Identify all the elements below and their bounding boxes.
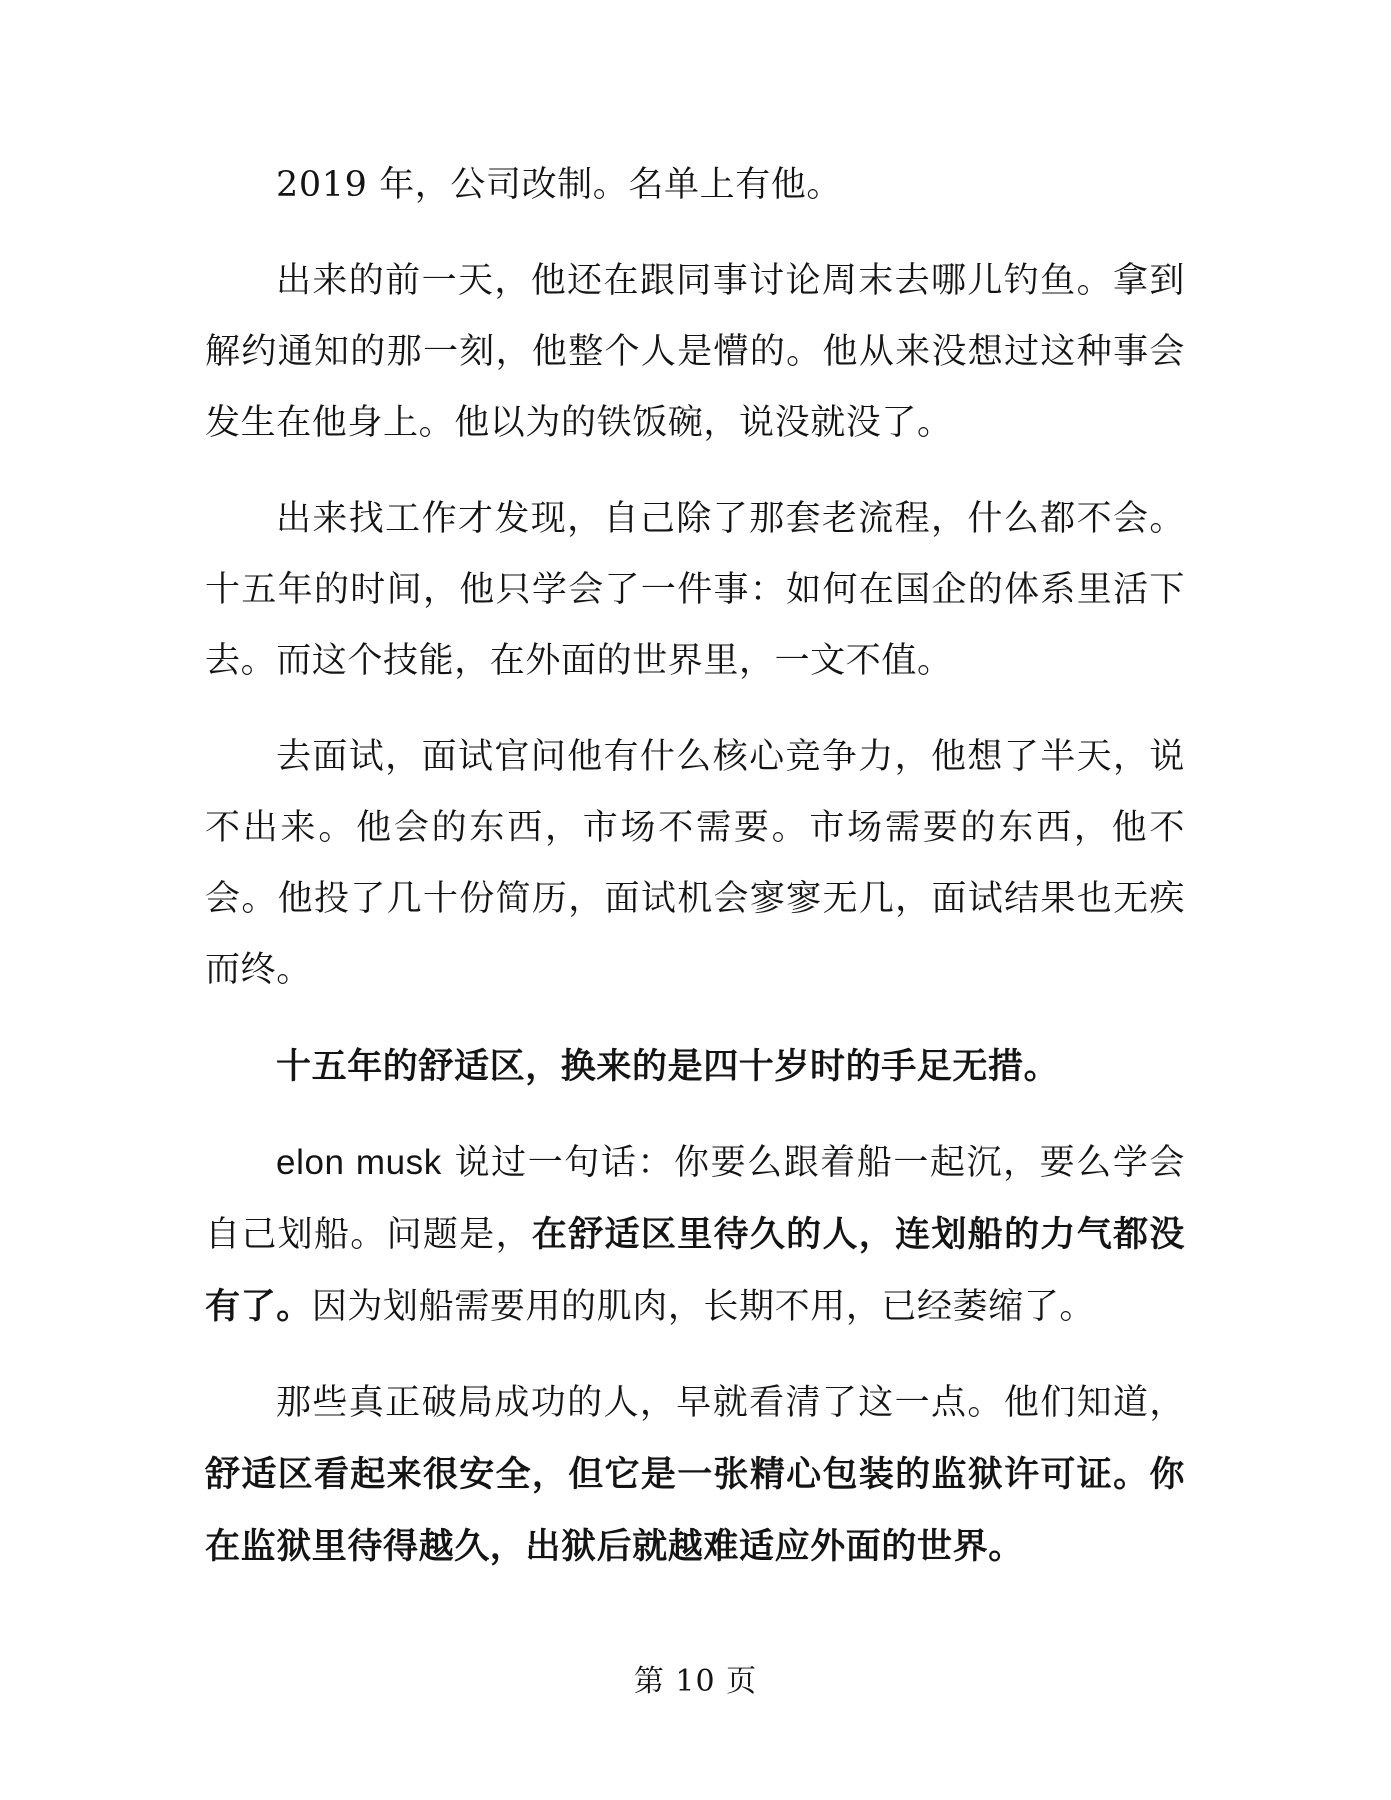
paragraph-job-search: 出来找工作才发现，自己除了那套老流程，什么都不会。十五年的时间，他只学会了一件事：如何在国企的体系里活下去。而这个技能，在外面的世界里，一文不值。: [205, 499, 1185, 681]
paragraph-dismissal: 出来的前一天，他还在跟同事讨论周末去哪儿钓鱼。拿到解约通知的那一刻，他整个人是懵的。他从来没想过这种事会发生在他身上。他以为的铁饭碗，说没就没了。: [205, 261, 1185, 443]
paragraph-interview: 去面试，面试官问他有什么核心竞争力，他想了半天，说不出来。他会的东西，市场不需要。市场需要的东西，他不会。他投了几十份简历，面试机会寥寥无几，面试结果也无疾而终。: [205, 737, 1185, 990]
quote-text: 说过一句话：你要么跟着船一起沉，要么学会自己划船。问题是，: [205, 1143, 1185, 1255]
paragraph-comfort-zone-summary: 十五年的舒适区，换来的是四十岁时的手足无措。: [276, 1046, 1060, 1087]
paragraph-reform: 2019 年，公司改制。名单上有他。: [276, 165, 842, 205]
conclusion-text: 那些真正破局成功的人，早就看清了这一点。他们知道，: [276, 1383, 1185, 1423]
quoted-person-name: elon musk: [276, 1143, 442, 1182]
paragraph-conclusion: [205, 1368, 1185, 1583]
quote-explanation: 因为划船需要用的肌肉，长期不用，已经萎缩了。: [311, 1287, 1096, 1327]
paragraph-musk-quote: [205, 1127, 1185, 1343]
page-number: 第 10 页: [633, 1664, 758, 1699]
quote-emphasis: 在舒适区里待久的人，连划船的力气都没有了。: [205, 1214, 1185, 1327]
conclusion-emphasis: 舒适区看起来很安全，但它是一张精心包装的监狱许可证。你在监狱里待得越久，出狱后就越难适应外面的世界。: [205, 1454, 1185, 1567]
page-body: [205, 150, 1185, 1608]
